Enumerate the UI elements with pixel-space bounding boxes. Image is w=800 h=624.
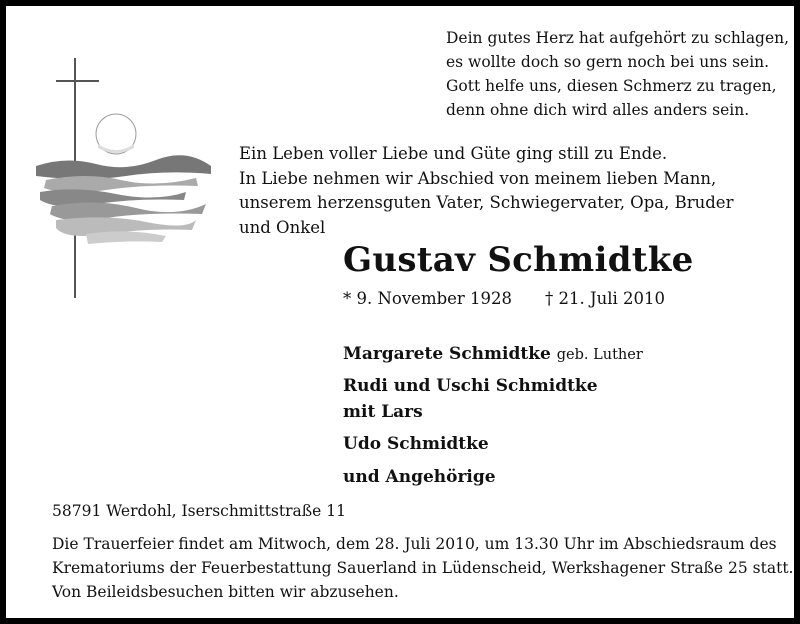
poem-line: denn ohne dich wird alles anders sein. [446, 101, 750, 119]
intro-line: Ein Leben voller Liebe und Güte ging still zu Ende. [239, 144, 668, 163]
family-child-2: Udo Schmidtke [343, 434, 489, 454]
notice-line: Die Trauerfeier findet am Mitwoch, dem 28. Juli 2010, um 13.30 Uhr im Abschiedsraum des [52, 535, 777, 553]
deceased-name: Gustav Schmidtke [343, 240, 694, 280]
spouse-name: Margarete Schmidtke [343, 344, 551, 364]
poem-line: es wollte doch so gern noch bei uns sein. [446, 53, 770, 71]
family-relatives: und Angehörige [343, 467, 496, 487]
poem-line: Dein gutes Herz hat aufgehört zu schlagen, [446, 29, 790, 47]
poem-line: Gott helfe uns, diesen Schmerz zu tragen, [446, 77, 777, 95]
intro-text [239, 142, 779, 240]
family-spouse [343, 344, 643, 364]
intro-line: und Onkel [239, 217, 326, 237]
spouse-maiden-name: geb. Luther [556, 347, 643, 363]
death-date: † 21. Juli 2010 [545, 289, 666, 308]
memorial-poem [446, 26, 790, 122]
birth-date: * 9. November 1928 [343, 289, 513, 308]
notice-line: Krematoriums der Feuerbestattung Sauerland in Lüdenscheid, Werkshagener Straße 25 statt. [52, 559, 794, 577]
cross-sun-landscape-icon [26, 58, 226, 358]
intro-line: In Liebe nehmen wir Abschied von meinem lieben Mann, [239, 168, 717, 188]
funeral-notice [52, 532, 793, 580]
family-child-1: Rudi und Uschi Schmidtke [343, 376, 598, 396]
closing-note: Von Beileidsbesuchen bitten wir abzusehen. [52, 583, 399, 601]
intro-line: unserem herzensguten Vater, Schwiegervater, Opa, Bruder [239, 193, 734, 212]
family-grandchild: mit Lars [343, 402, 423, 422]
address: 58791 Werdohl, Iserschmittstraße 11 [52, 502, 346, 520]
